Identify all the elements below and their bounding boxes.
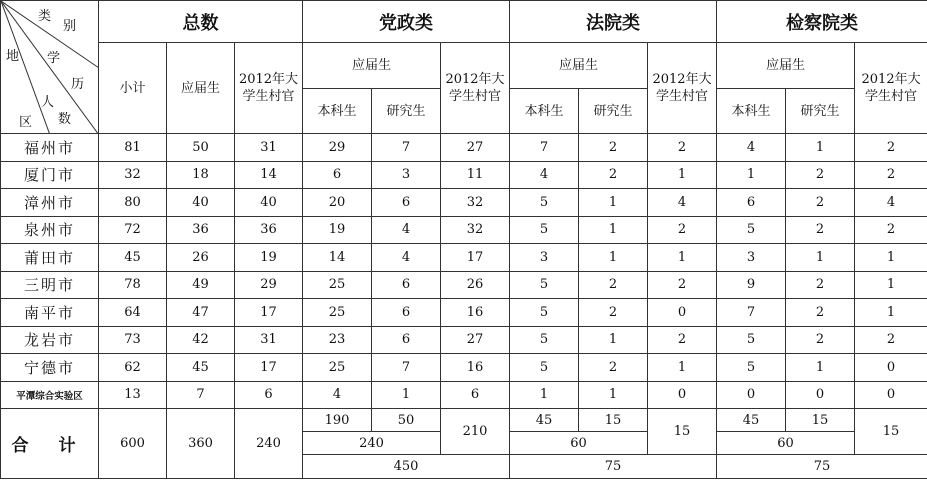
col-header-party-village-officials: 2012年大学生村官 [441,43,510,134]
table-row [1,299,927,327]
value-cell: 5 [510,216,579,244]
value-cell: 3 [717,244,786,272]
col-header-procur-graduates: 应届生 [717,43,855,89]
value-cell: 6 [372,299,441,327]
value-cell: 0 [717,381,786,409]
value-cell: 0 [648,299,717,327]
value-cell: 5 [510,326,579,354]
value-cell: 31 [235,326,303,354]
value-cell: 36 [235,216,303,244]
value-cell: 42 [167,326,235,354]
value-cell: 5 [510,299,579,327]
value-cell: 1 [579,216,648,244]
value-cell: 64 [99,299,167,327]
corner-label: 类 [38,9,52,24]
value-cell: 0 [855,354,927,382]
table-body [1,134,927,409]
value-cell: 1 [717,161,786,189]
table-row [1,244,927,272]
value-cell: 13 [99,381,167,409]
value-cell: 4 [717,134,786,162]
region-name: 三明市 [1,271,99,299]
value-cell: 1 [579,189,648,217]
value-cell: 49 [167,271,235,299]
table-row [1,216,927,244]
region-name: 龙岩市 [1,326,99,354]
value-cell: 29 [303,134,372,162]
col-header-court-graduates: 应届生 [510,43,648,89]
value-cell: 16 [441,354,510,382]
table-row [1,326,927,354]
total-party-graduates-sum: 240 [303,432,441,455]
value-cell: 17 [235,354,303,382]
value-cell: 1 [786,354,855,382]
total-court-village-officials: 15 [648,409,717,455]
value-cell: 2 [786,271,855,299]
region-name: 泉州市 [1,216,99,244]
value-cell: 20 [303,189,372,217]
col-header-subtotal: 小计 [99,43,167,134]
region-name: 南平市 [1,299,99,327]
value-cell: 16 [441,299,510,327]
value-cell: 32 [441,189,510,217]
value-cell: 6 [372,271,441,299]
value-cell: 6 [235,381,303,409]
value-cell: 47 [167,299,235,327]
value-cell: 5 [510,354,579,382]
value-cell: 6 [441,381,510,409]
value-cell: 62 [99,354,167,382]
value-cell: 17 [235,299,303,327]
value-cell: 17 [441,244,510,272]
value-cell: 7 [372,354,441,382]
value-cell: 1 [579,381,648,409]
value-cell: 2 [648,271,717,299]
value-cell: 1 [579,326,648,354]
value-cell: 2 [579,134,648,162]
value-cell: 27 [441,134,510,162]
value-cell: 72 [99,216,167,244]
table-row [1,271,927,299]
corner-label: 历 [71,77,85,92]
value-cell: 2 [855,326,927,354]
value-cell: 32 [441,216,510,244]
value-cell: 2 [579,354,648,382]
value-cell: 4 [372,244,441,272]
table-row [1,354,927,382]
table-row [1,161,927,189]
value-cell: 4 [648,189,717,217]
value-cell: 36 [167,216,235,244]
value-cell: 32 [99,161,167,189]
corner-label: 人 [41,95,55,110]
value-cell: 4 [372,216,441,244]
value-cell: 40 [167,189,235,217]
value-cell: 5 [717,216,786,244]
value-cell: 2 [648,216,717,244]
value-cell: 2 [786,299,855,327]
value-cell: 45 [167,354,235,382]
total-party-bachelor: 190 [303,409,372,432]
col-header-party-graduates: 应届生 [303,43,441,89]
value-cell: 2 [786,326,855,354]
value-cell: 0 [786,381,855,409]
value-cell: 1 [855,299,927,327]
total-court-graduates-sum: 60 [510,432,648,455]
value-cell: 2 [786,161,855,189]
value-cell: 1 [372,381,441,409]
value-cell: 6 [372,189,441,217]
value-cell: 25 [303,354,372,382]
total-subtotal: 600 [99,409,167,479]
value-cell: 25 [303,299,372,327]
total-village-officials: 240 [235,409,303,479]
total-procur-master: 15 [786,409,855,432]
value-cell: 7 [510,134,579,162]
value-cell: 29 [235,271,303,299]
region-name: 平潭综合实验区 [1,381,99,409]
value-cell: 26 [441,271,510,299]
col-header-party-bachelor: 本科生 [303,89,372,134]
region-name: 宁德市 [1,354,99,382]
table-row [1,189,927,217]
value-cell: 0 [648,381,717,409]
value-cell: 2 [786,189,855,217]
value-cell: 0 [855,381,927,409]
region-name: 福州市 [1,134,99,162]
value-cell: 2 [855,216,927,244]
value-cell: 26 [167,244,235,272]
corner-label: 区 [19,115,33,130]
value-cell: 2 [648,326,717,354]
corner-label: 别 [63,19,77,34]
corner-header-cell [1,1,99,134]
value-cell: 7 [372,134,441,162]
value-cell: 2 [579,161,648,189]
value-cell: 27 [441,326,510,354]
group-header-court: 法院类 [510,1,717,43]
value-cell: 23 [303,326,372,354]
value-cell: 2 [648,134,717,162]
value-cell: 2 [579,271,648,299]
value-cell: 40 [235,189,303,217]
total-party-sum: 450 [303,455,510,479]
total-procur-graduates-sum: 60 [717,432,855,455]
value-cell: 18 [167,161,235,189]
table-row [1,381,927,409]
value-cell: 19 [235,244,303,272]
value-cell: 1 [786,134,855,162]
value-cell: 14 [303,244,372,272]
total-party-village-officials: 210 [441,409,510,455]
value-cell: 3 [372,161,441,189]
value-cell: 1 [855,244,927,272]
value-cell: 5 [510,189,579,217]
value-cell: 78 [99,271,167,299]
value-cell: 5 [717,354,786,382]
value-cell: 19 [303,216,372,244]
value-cell: 1 [855,271,927,299]
value-cell: 7 [717,299,786,327]
total-court-sum: 75 [510,455,717,479]
value-cell: 1 [648,354,717,382]
value-cell: 80 [99,189,167,217]
total-procur-bachelor: 45 [717,409,786,432]
value-cell: 1 [579,244,648,272]
value-cell: 31 [235,134,303,162]
total-row-label: 合 计 [1,409,99,479]
col-header-procur-village-officials: 2012年大学生村官 [855,43,927,134]
value-cell: 5 [510,271,579,299]
value-cell: 7 [167,381,235,409]
region-name: 漳州市 [1,189,99,217]
region-name: 莆田市 [1,244,99,272]
group-header-party: 党政类 [303,1,510,43]
value-cell: 6 [303,161,372,189]
corner-label: 地 [6,49,20,64]
total-party-master: 50 [372,409,441,432]
col-header-procur-master: 研究生 [786,89,855,134]
value-cell: 6 [372,326,441,354]
total-procur-sum: 75 [717,455,927,479]
total-court-master: 15 [579,409,648,432]
col-header-court-master: 研究生 [579,89,648,134]
value-cell: 81 [99,134,167,162]
table-row [1,134,927,162]
value-cell: 2 [579,299,648,327]
col-header-party-master: 研究生 [372,89,441,134]
group-header-total: 总数 [99,1,303,43]
value-cell: 5 [717,326,786,354]
value-cell: 50 [167,134,235,162]
total-procur-village-officials: 15 [855,409,927,455]
value-cell: 4 [303,381,372,409]
col-header-court-village-officials: 2012年大学生村官 [648,43,717,134]
value-cell: 1 [648,244,717,272]
value-cell: 3 [510,244,579,272]
total-court-bachelor: 45 [510,409,579,432]
group-header-procuratorate: 检察院类 [717,1,927,43]
value-cell: 4 [510,161,579,189]
value-cell: 45 [99,244,167,272]
value-cell: 2 [855,161,927,189]
corner-label: 学 [47,51,61,66]
value-cell: 14 [235,161,303,189]
value-cell: 11 [441,161,510,189]
value-cell: 1 [510,381,579,409]
col-header-court-bachelor: 本科生 [510,89,579,134]
region-name: 厦门市 [1,161,99,189]
value-cell: 2 [855,134,927,162]
value-cell: 73 [99,326,167,354]
col-header-village-officials: 2012年大学生村官 [235,43,303,134]
col-header-procur-bachelor: 本科生 [717,89,786,134]
value-cell: 9 [717,271,786,299]
col-header-graduates: 应届生 [167,43,235,134]
total-graduates: 360 [167,409,235,479]
corner-label: 数 [58,112,72,127]
value-cell: 1 [786,244,855,272]
value-cell: 25 [303,271,372,299]
value-cell: 2 [786,216,855,244]
value-cell: 4 [855,189,927,217]
value-cell: 6 [717,189,786,217]
value-cell: 1 [648,161,717,189]
